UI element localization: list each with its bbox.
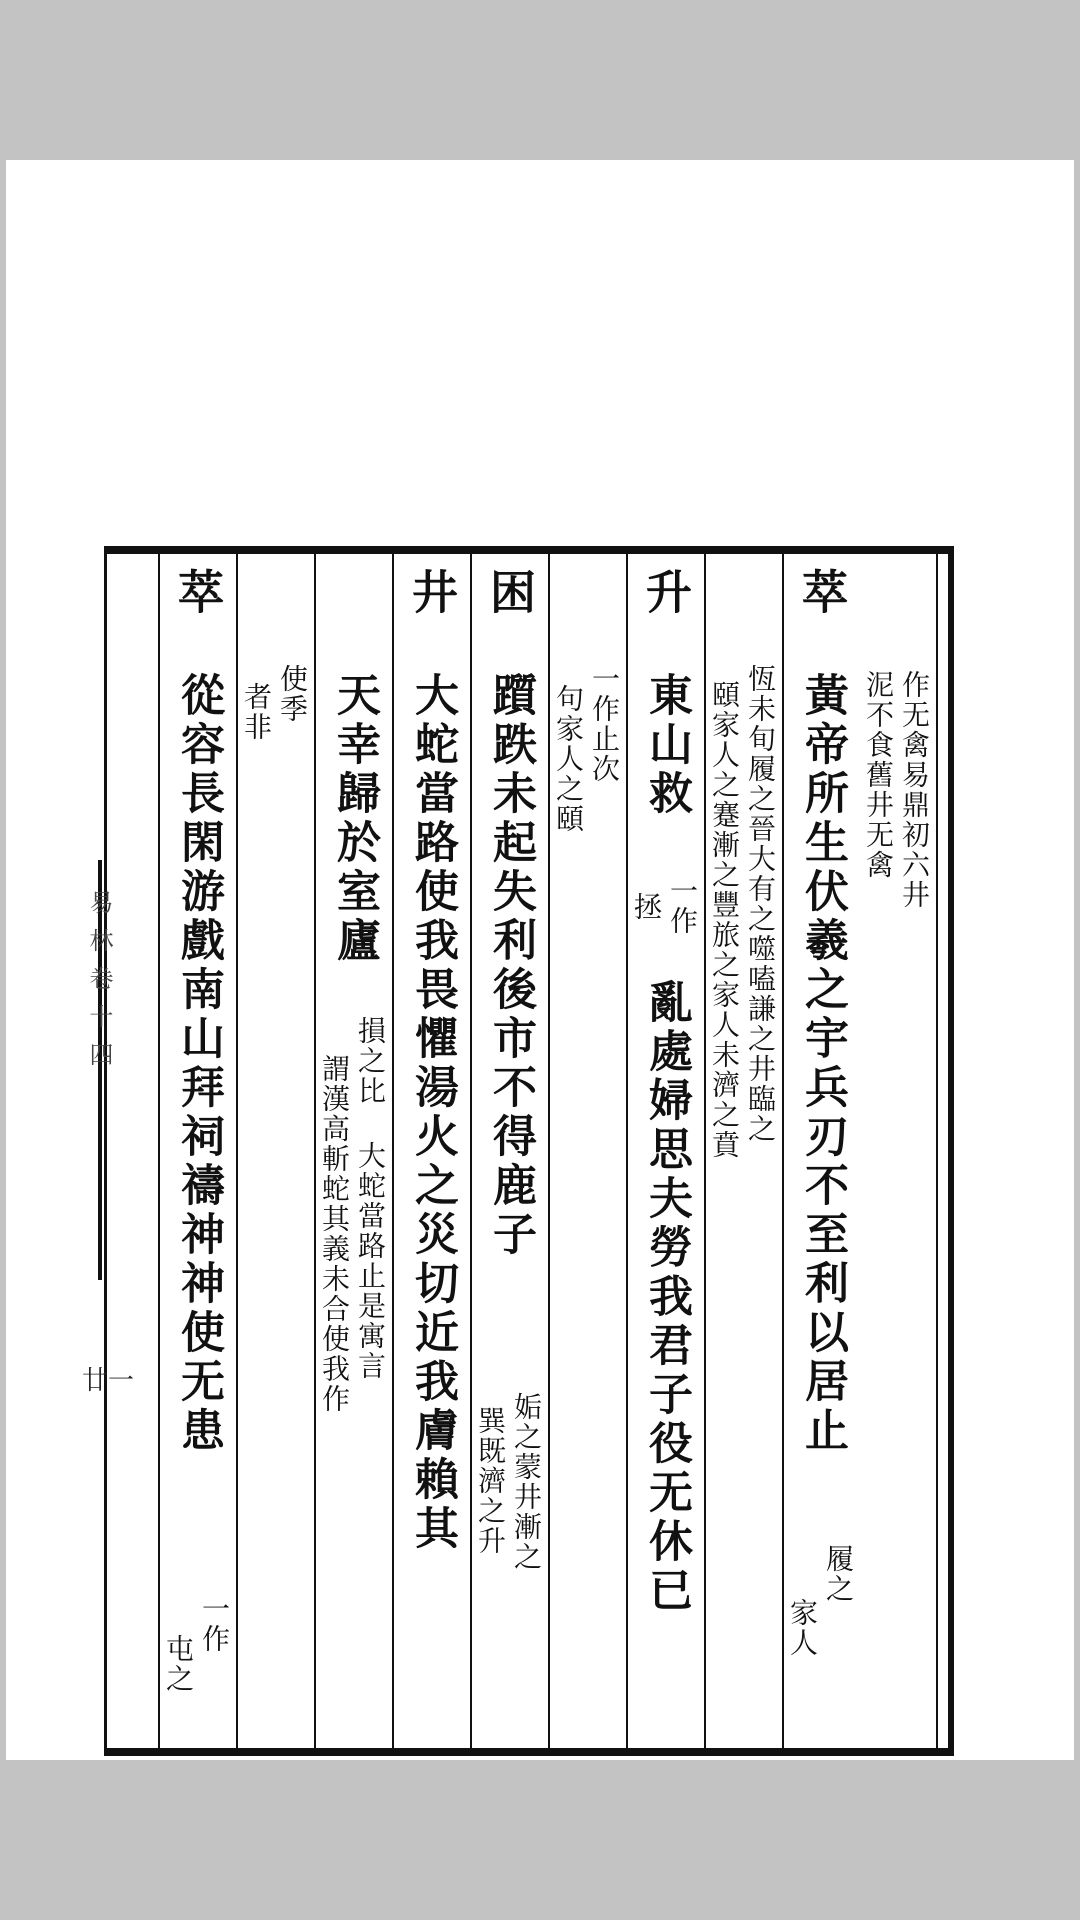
note-left: 泥不食舊井无禽 xyxy=(862,670,895,880)
note-right: 一作 xyxy=(198,1594,231,1654)
note-right: 恆未旬履之晉大有之噬嗑謙之井臨之 xyxy=(744,664,777,1144)
column-7 xyxy=(392,554,470,1748)
main-text: 躓跌未起失利後市不得鹿子 xyxy=(485,672,536,1260)
note-left: 謂漢高斬蛇其義未合使我作 xyxy=(318,1054,351,1414)
main-text: 黃帝所生伏羲之宇兵刃不至利以居止 xyxy=(797,672,848,1456)
text-frame xyxy=(104,546,954,1756)
hexagram-label: 困 xyxy=(483,568,537,614)
column-5 xyxy=(548,554,626,1748)
note-left: 句家人之頤 xyxy=(552,684,585,834)
main-text: 東山救 xyxy=(641,672,692,819)
note-right: 損之比 大蛇當路止是寓言 xyxy=(354,1016,387,1381)
column-10 xyxy=(158,554,236,1748)
main-text: 從容長閑游戲南山拜祠禱神神使无患 xyxy=(173,672,224,1456)
main-text-continued: 亂處婦思夫勞我君子役无休已 xyxy=(641,979,692,1616)
note-right: 使季 xyxy=(276,664,309,724)
note-left: 拯 xyxy=(630,892,663,922)
note-left: 頤家人之蹇漸之豐旅之家人未濟之賁 xyxy=(708,680,741,1160)
column-8 xyxy=(314,554,392,1748)
page xyxy=(6,160,1074,1760)
note-right: 一作止次 xyxy=(588,664,621,784)
hexagram-label: 萃 xyxy=(171,568,225,614)
note-right: 姤之蒙井漸之 xyxy=(510,1392,543,1572)
column-6 xyxy=(470,554,548,1748)
note-right: 履之 xyxy=(822,1544,855,1604)
note-left: 者非 xyxy=(240,682,273,742)
hexagram-label: 井 xyxy=(405,568,459,614)
note-left: 屯之 xyxy=(162,1634,195,1694)
column-9 xyxy=(236,554,314,1748)
note-left: 巽既濟之升 xyxy=(474,1406,507,1556)
main-text: 天幸歸於室廬 xyxy=(329,672,380,966)
column-1 xyxy=(860,554,938,1748)
main-text: 大蛇當路使我畏懼湯火之災切近我膚賴其 xyxy=(407,672,458,1554)
note-left: 家人 xyxy=(786,1598,819,1658)
page-number: 廿一 xyxy=(82,1366,135,1396)
column-2 xyxy=(782,554,860,1748)
hexagram-label: 升 xyxy=(639,568,693,614)
note-right: 作无禽易鼎初六井 xyxy=(898,670,931,910)
hexagram-label: 萃 xyxy=(795,568,849,614)
column-3 xyxy=(704,554,782,1748)
note-right: 一作 xyxy=(666,876,699,936)
margin-title: 易林卷十四 xyxy=(85,890,113,1080)
column-4 xyxy=(626,554,704,1748)
